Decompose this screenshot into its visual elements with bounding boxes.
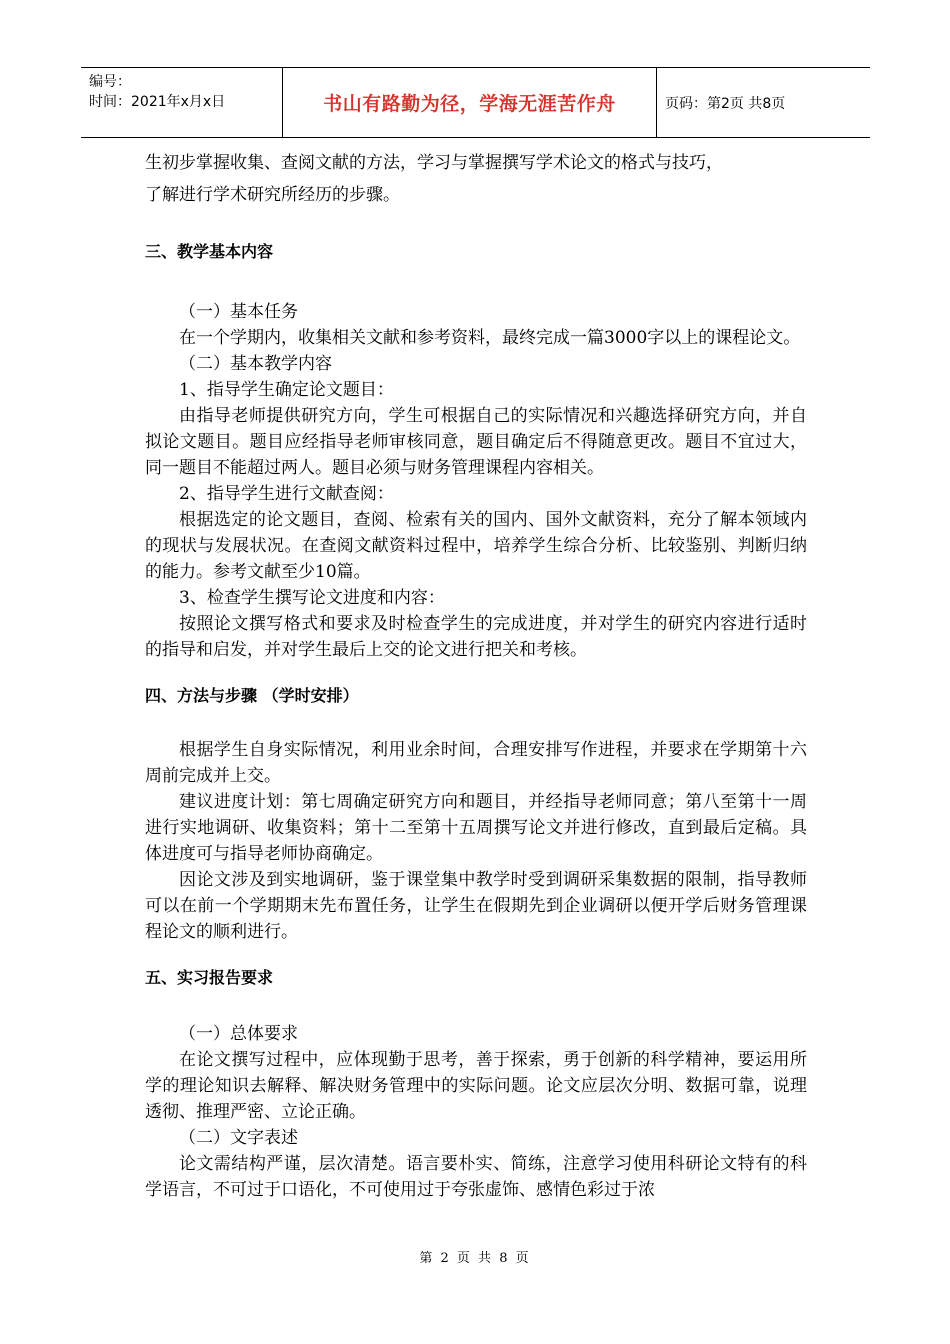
section-3-sub2-title: （二）基本教学内容 (179, 354, 332, 374)
section-4-para-2: 建议进度计划：第七周确定研究方向和题目，并经指导老师同意；第八至第十一周进行实地调研、收集资料；第十二至第十五周撰写论文并进行修改，直到最后定稿。具体进度可与指导老师协商确定。 (145, 792, 807, 864)
section-3-item3-text: 按照论文撰写格式和要求及时检查学生的完成进度，并对学生的研究内容进行适时的指导和启发，并对学生最后上交的论文进行把关和考核。 (145, 614, 807, 660)
header-meta-cell (81, 68, 283, 137)
section-5-sub1-title: （一）总体要求 (179, 1024, 298, 1044)
intro-line-1: 生初步掌握收集、查阅文献的方法，学习与掌握撰写学术论文的格式与技巧， (145, 153, 723, 173)
section-3-item2-title: 2、指导学生进行文献查阅： (179, 484, 394, 504)
header-page-info: 页码：第2页 共8页 (665, 95, 786, 112)
header-motto: 书山有路勤为径，学海无涯苦作舟 (283, 68, 657, 137)
section-5-heading: 五、实习报告要求 (145, 968, 274, 987)
document-date: 时间：2021年x月x日 (89, 94, 226, 110)
section-5-sub1-text: 在论文撰写过程中，应体现勤于思考，善于探索，勇于创新的科学精神，要运用所学的理论知识去解释、解决财务管理中的实际问题。论文应层次分明、数据可靠，说理透彻、推理严密、立论正确。 (145, 1050, 807, 1122)
page-footer: 第 2 页 共 8 页 (419, 1251, 531, 1266)
document-number: 编号： (89, 74, 131, 90)
section-3-heading: 三、教学基本内容 (145, 242, 274, 261)
page-header (81, 67, 870, 138)
document-body (145, 150, 807, 1203)
section-4-para-1: 根据学生自身实际情况，利用业余时间，合理安排写作进程，并要求在学期第十六周前完成并上交。 (145, 740, 807, 786)
section-3-sub1-title: （一）基本任务 (179, 302, 298, 322)
section-5-sub2-title: （二）文字表述 (179, 1128, 298, 1148)
section-4-para-3: 因论文涉及到实地调研，鉴于课堂集中教学时受到调研采集数据的限制，指导教师可以在前一个学期期末先布置任务，让学生在假期先到企业调研以便开学后财务管理课程论文的顺利进行。 (145, 870, 807, 942)
section-3-item1-title: 1、指导学生确定论文题目： (179, 380, 394, 400)
section-3-item2-text: 根据选定的论文题目，查阅、检索有关的国内、国外文献资料，充分了解本领域内的现状与发展状况。在查阅文献资料过程中，培养学生综合分析、比较鉴别、判断归纳的能力。参考文献至少10篇。 (145, 510, 807, 582)
section-4-heading: 四、方法与步骤 （学时安排） (145, 686, 359, 705)
section-3-sub1-text: 在一个学期内，收集相关文献和参考资料，最终完成一篇3000字以上的课程论文。 (179, 328, 801, 348)
section-3-item3-title: 3、检查学生撰写论文进度和内容： (179, 588, 445, 608)
section-5-sub2-text: 论文需结构严谨，层次清楚。语言要朴实、简练，注意学习使用科研论文特有的科学语言，不可过于口语化，不可使用过于夸张虚饰、感情色彩过于浓 (145, 1154, 807, 1200)
intro-line-2: 了解进行学术研究所经历的步骤。 (145, 185, 400, 205)
section-3-item1-text: 由指导老师提供研究方向，学生可根据自己的实际情况和兴趣选择研究方向，并自拟论文题目。题目应经指导老师审核同意，题目确定后不得随意更改。题目不宜过大，同一题目不能超过两人。题目必须与财务管理课程内容相关。 (145, 406, 807, 478)
